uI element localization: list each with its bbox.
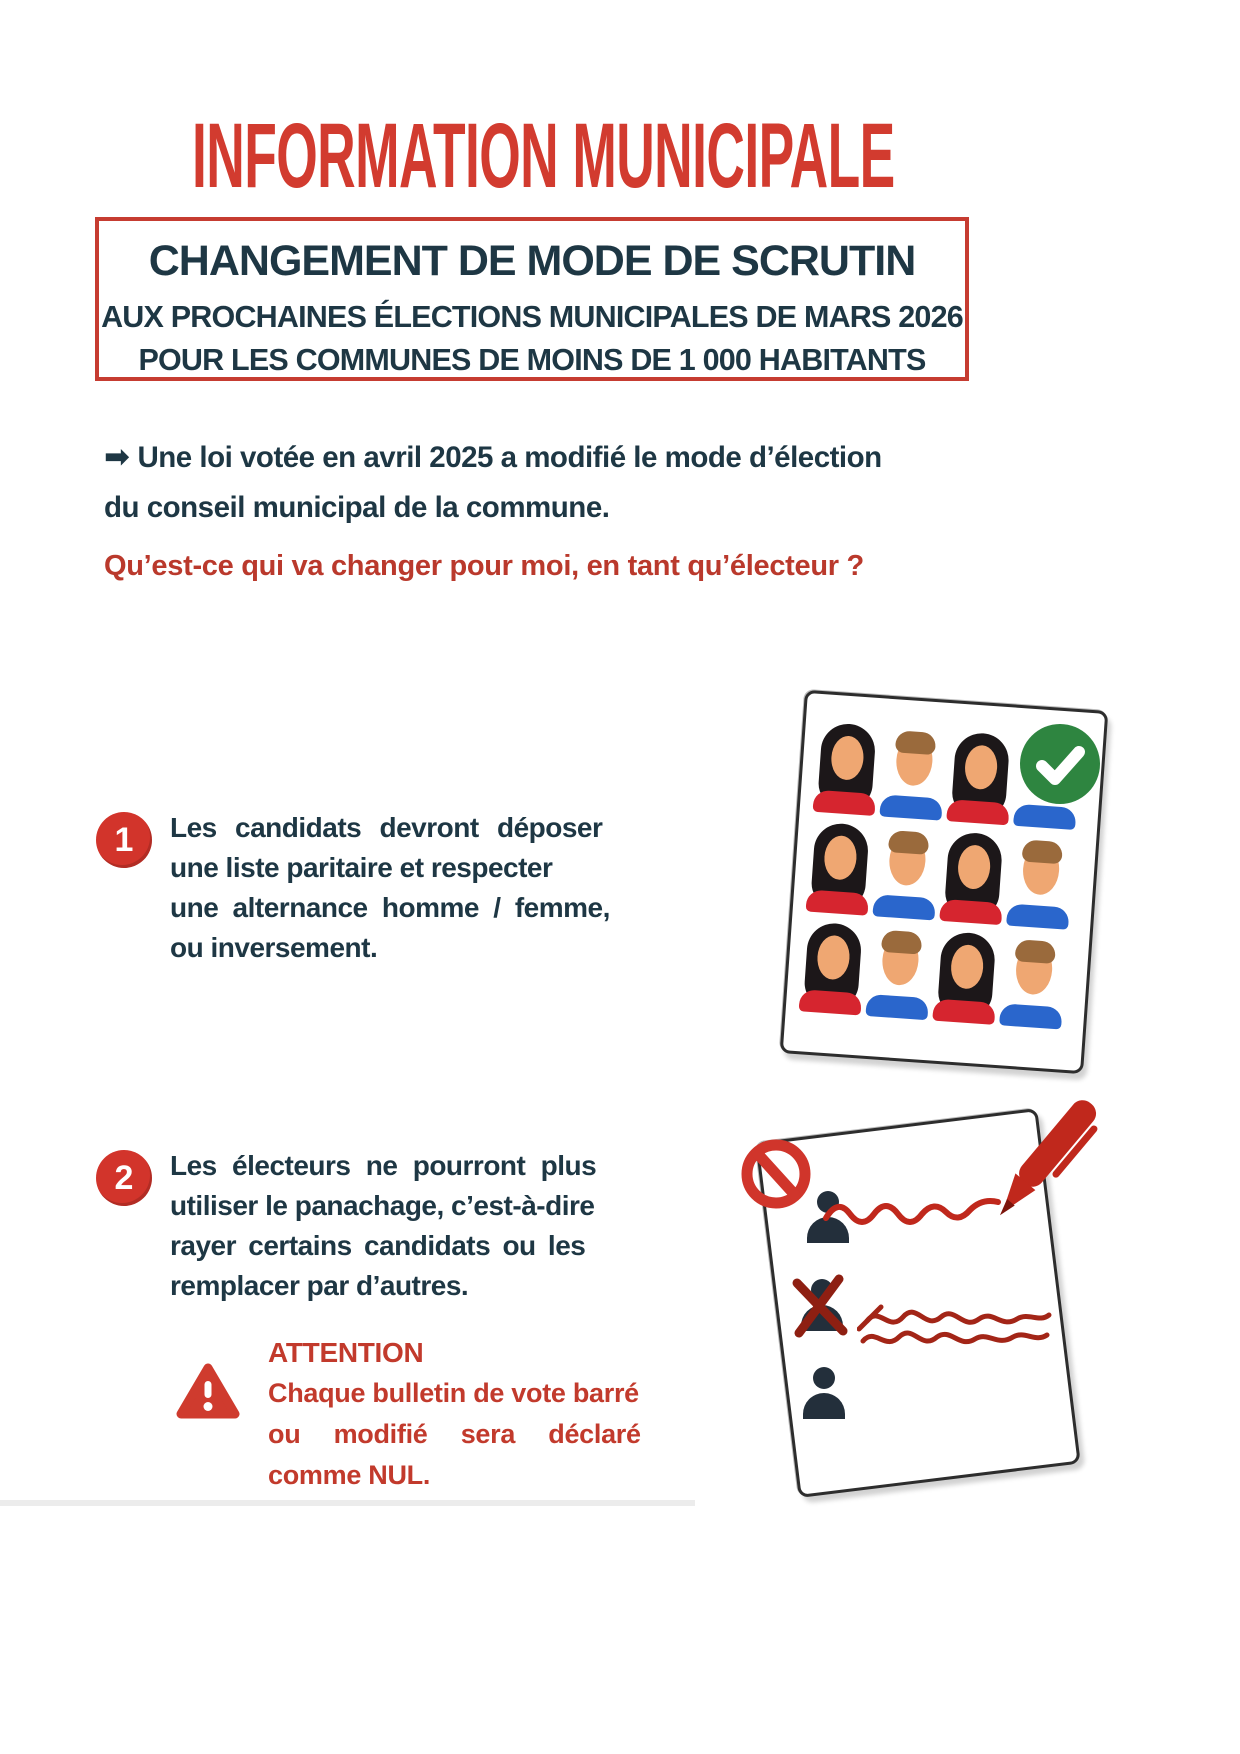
text-line: utiliser le panachage, c’est-à-dire [170,1190,595,1221]
intro-text-1: Une loi votée en avril 2025 a modifié le mode d’élection [137,441,882,474]
info-banner [95,217,969,381]
pen-squiggle [820,1180,1010,1240]
scribble-overlay [857,1299,1053,1355]
warning-icon [176,1362,240,1422]
intro-paragraph [104,432,882,533]
cross-out-icon [789,1271,855,1339]
page-title: INFORMATION MUNICIPALE [192,105,895,207]
text-line: Les électeurs ne pourront plus [170,1150,597,1181]
banner-subtitle-1: AUX PROCHAINES ÉLECTIONS MUNICIPALES DE MARS 2026 [101,300,963,334]
female-avatar-icon [931,931,1001,1025]
text-line: comme NUL. [268,1460,431,1490]
female-avatar-icon [798,921,868,1015]
item-1-badge: 1 [96,812,152,868]
item-1-text [170,808,632,968]
female-avatar-icon [805,822,875,916]
item-2-badge: 2 [96,1150,152,1206]
male-avatar-icon [998,935,1068,1029]
entry-row-crossed [799,1279,1035,1331]
banner-title: CHANGEMENT DE MODE DE SCRUTIN [148,237,916,285]
text-line: une liste paritaire et respecter [170,852,553,883]
text-line: ou modifié sera déclaré [268,1419,641,1449]
text-line: remplacer par d’autres. [170,1270,469,1301]
intro-line-1 [104,432,882,483]
right-arrow-icon: ➡ [104,439,130,475]
check-icon [1018,722,1102,806]
question-heading: Qu’est-ce qui va changer pour moi, en tant qu’électeur ? [104,550,864,582]
male-avatar-icon [871,826,941,920]
text-line: ou inversement. [170,932,378,963]
text-line: Chaque bulletin de vote barré [268,1378,639,1408]
person-icon [799,1279,845,1331]
female-avatar-icon [938,831,1008,925]
attention-title: ATTENTION [268,1337,424,1368]
male-avatar-icon [878,726,948,820]
attention-block [268,1332,698,1496]
no-entry-icon [736,1134,816,1214]
intro-line-2: du conseil municipal de la commune. [104,491,610,524]
banner-subtitle-2: POUR LES COMMUNES DE MOINS DE 1 000 HABITANTS [138,343,926,378]
male-avatar-icon [864,926,934,1020]
female-avatar-icon [812,722,882,816]
male-avatar-icon [1005,836,1075,930]
person-icon [801,1367,847,1419]
text-line: rayer certains candidats ou les [170,1230,586,1261]
scan-artifact [0,1500,695,1506]
female-avatar-icon [945,731,1015,825]
entry-row [801,1367,1037,1419]
text-line: une alternance homme / femme, [170,892,610,923]
item-2-text [170,1146,648,1306]
text-line: Les candidats devront déposer [170,812,603,843]
